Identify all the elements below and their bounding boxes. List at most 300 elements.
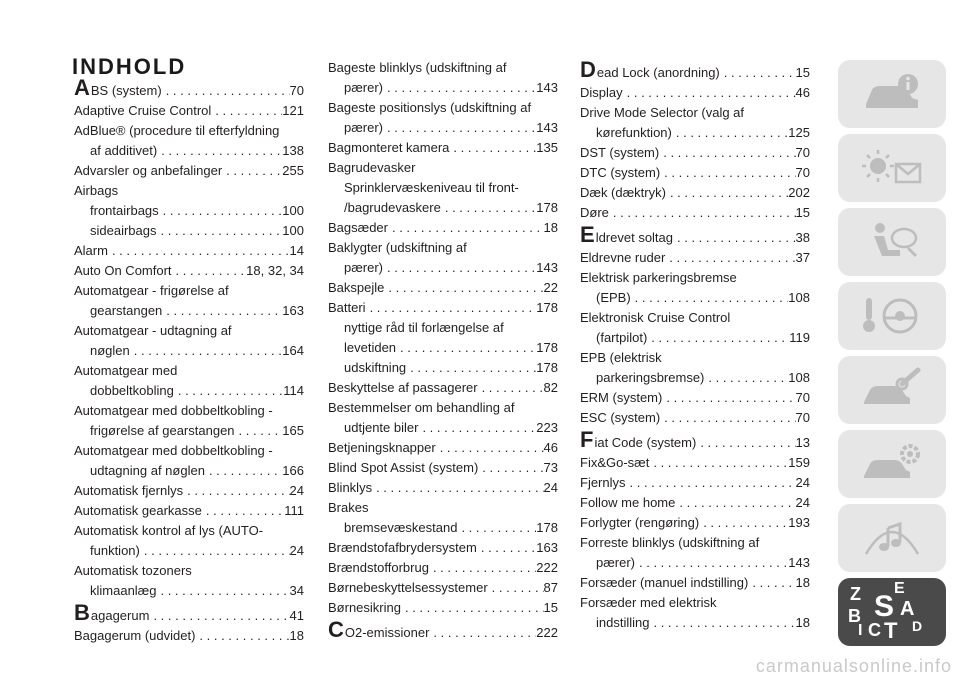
index-entry [580,268,810,308]
index-entry [74,401,304,441]
leader-dots [429,623,536,643]
index-letter: D [912,618,923,634]
index-entry [328,58,558,98]
tab-index[interactable] [838,578,946,646]
entry-label: Fjernlys [580,475,626,490]
entry-label: Brændstofafbrydersystem [328,540,477,555]
index-letter: A [900,598,915,620]
tab-safety[interactable] [838,208,946,276]
page-number: 178 [536,340,558,355]
index-entry [74,521,304,561]
leader-dots [623,83,796,103]
tab-warning-lights[interactable] [838,134,946,202]
warning-light-message-icon [860,144,924,192]
entry-label: Døre [580,205,609,220]
page-number: 163 [282,303,304,318]
leader-dots [666,183,788,203]
entry-label: Eldrevne ruder [580,250,666,265]
entry-label: levetiden [344,340,397,355]
entry-label: DTC (system) [580,165,661,180]
index-entry [580,222,810,248]
entry-label: funktion) [90,543,140,558]
tab-starting-driving[interactable] [838,282,946,350]
page-number: 100 [282,223,304,238]
index-letter: C [868,620,881,640]
index-entry [580,427,810,453]
page-number: 121 [282,103,304,118]
index-entry [580,183,810,203]
entry-label: Alarm [74,243,108,258]
index-entry [328,98,558,138]
leader-dots [672,123,788,143]
page-number: 255 [282,163,304,178]
index-entry [74,101,304,121]
page-number: 70 [795,390,810,405]
index-entry [74,281,304,321]
page-number: 18, 32, 34 [246,263,304,278]
leader-dots [649,453,788,473]
entry-label: af additivet) [90,143,158,158]
leader-dots [159,201,283,221]
leader-dots [383,78,536,98]
index-letter: Z [850,584,861,604]
page-number: 24 [543,480,558,495]
index-entry [74,600,304,626]
leader-dots [211,101,282,121]
leader-dots [383,258,536,278]
entry-label: Batteri [328,300,366,315]
page-number: 135 [536,140,558,155]
entry-label: Bagagerum (udvidet) [74,628,196,643]
index-entry [328,518,558,538]
car-info-icon [860,70,924,118]
index-column-1 [74,76,304,646]
entry-label: Brakes [328,500,369,515]
index-entry [328,278,558,298]
leader-dots [436,438,544,458]
entry-label: Automatisk gearkasse [74,503,202,518]
leader-dots [157,141,282,161]
page-number: 202 [788,185,810,200]
index-entry [328,438,558,458]
entry-label: Adaptive Cruise Control [74,103,212,118]
page-number: 24 [795,475,810,490]
entry-label: Display [580,85,623,100]
leader-dots [195,626,289,646]
index-letter: S [874,590,895,623]
index-entry [328,378,558,398]
tab-car-info[interactable] [838,60,946,128]
leader-dots [457,518,536,538]
entry-label: Automatgear med dobbeltkobling - [74,403,273,418]
leader-dots [488,578,544,598]
index-entry [328,178,558,218]
index-entry [580,573,810,593]
entry-label: Dæk (dæktryk) [580,185,666,200]
entry-label: (EPB) [596,290,631,305]
key-steering-wheel-icon [860,292,924,340]
page-number: 178 [536,360,558,375]
leader-dots [235,421,283,441]
leader-dots [418,418,536,438]
leader-dots [449,138,536,158]
leader-dots [699,513,788,533]
page-number: 178 [536,520,558,535]
leader-dots [157,221,283,241]
index-entry [74,561,304,601]
wrench-car-icon [860,366,924,414]
page-number: 125 [788,125,810,140]
entry-label: nøglen [90,343,130,358]
page-number: 15 [795,205,810,220]
page-number: 41 [289,608,304,623]
leader-dots [478,378,544,398]
index-letter: I [858,622,863,639]
leader-dots [388,218,544,238]
index-entry [580,513,810,533]
tab-maintenance[interactable] [838,430,946,498]
page-number: 15 [543,600,558,615]
index-entry [74,626,304,646]
index-entry [74,501,304,521]
leader-dots [696,433,795,453]
index-column-3 [580,58,810,633]
entry-label: Follow me home [580,495,676,510]
page-number: 159 [788,455,810,470]
entry-label: kørefunktion) [596,125,672,140]
leader-dots [401,598,544,618]
entry-label: Forlygter (rengøring) [580,515,700,530]
entry-label: Fix&Go-sæt [580,455,650,470]
entry-label: Bagsæder [328,220,388,235]
leader-dots [162,301,282,321]
page-number: 70 [795,145,810,160]
entry-label: bremsevæskestand [344,520,458,535]
index-entry [74,75,304,101]
leader-dots [174,381,283,401]
index-entry [580,57,810,83]
page-number: 24 [795,495,810,510]
entry-label: ESC (system) [580,410,661,425]
page-number: 14 [289,243,304,258]
index-entry [580,473,810,493]
index-entry [328,138,558,158]
page-number: 38 [795,230,810,245]
entry-label: Brændstofforbrug [328,560,429,575]
page-number: 178 [536,300,558,315]
entry-label: pærer) [344,120,384,135]
page-number: 119 [789,330,810,345]
page-number: 34 [289,583,304,598]
entry-label: BS (system) [90,83,162,98]
entry-label: Børnebeskyttelsessystemer [328,580,488,595]
leader-dots [205,461,282,481]
page-number: 46 [795,85,810,100]
index-entry [328,298,558,318]
index-entry [74,241,304,261]
entry-label: Automatgear med dobbeltkobling - [74,443,273,458]
chapter-tabs [838,60,946,652]
page-number: 87 [543,580,558,595]
entry-label: Betjeningsknapper [328,440,436,455]
leader-dots [660,163,795,183]
index-entry [74,361,304,401]
entry-label: Beskyttelse af passagerer [328,380,478,395]
page-number: 24 [289,483,304,498]
section-letter: E [580,222,595,247]
index-entry [74,481,304,501]
index-column-2 [328,58,558,643]
index-entry [580,348,810,388]
index-letter: B [848,606,861,626]
entry-label: Blinklys [328,480,373,495]
leader-dots [626,473,796,493]
index-entry [328,538,558,558]
entry-label: Auto On Comfort [74,263,172,278]
leader-dots [162,81,290,101]
entry-label: Bageste positionslys (udskiftning af [328,100,532,115]
index-entry [580,408,810,428]
entry-label: Baklygter (udskiftning af [328,240,467,255]
page-number: 18 [289,628,304,643]
page-number: 108 [788,290,810,305]
index-entry [328,218,558,238]
page-number: 111 [284,503,304,518]
leader-dots [649,613,795,633]
entry-label: Forsæder med elektrisk [580,595,717,610]
index-entry [580,388,810,408]
leader-dots [647,328,789,348]
leader-dots [156,581,289,601]
leader-dots [477,538,536,558]
entry-label: Børnesikring [328,600,401,615]
page-number: 223 [536,420,558,435]
leader-dots [704,368,788,388]
entry-label: sideairbags [90,223,157,238]
leader-dots [441,198,536,218]
entry-label: O2-emissioner [344,625,430,640]
page-number: 222 [536,625,558,640]
section-letter: F [580,427,594,452]
entry-label: Advarsler og anbefalinger [74,163,223,178]
leader-dots [406,358,536,378]
entry-label: Sprinklervæskeniveau til front- [344,180,519,195]
leader-dots [366,298,537,318]
entry-label: ERM (system) [580,390,663,405]
entry-label: Bestemmelser om behandling af [328,400,515,415]
page-number: 100 [282,203,304,218]
section-letter: C [328,617,344,642]
page-number: 114 [283,383,304,398]
page-number: 18 [795,615,810,630]
page-number: 164 [282,343,304,358]
entry-label: Automatisk tozoners [74,563,192,578]
leader-dots [635,553,788,573]
page-number: 108 [788,370,810,385]
page-number: 18 [795,575,810,590]
entry-label: udtagning af nøglen [90,463,205,478]
tab-emergency[interactable] [838,356,946,424]
index-entry [328,358,558,378]
entry-label: pærer) [596,555,636,570]
tab-multimedia[interactable] [838,504,946,572]
page-title: INDHOLD [72,54,187,79]
entry-label: Blind Spot Assist (system) [328,460,479,475]
page-number: 24 [289,543,304,558]
leader-dots [429,558,536,578]
index-entry [328,238,558,278]
index-letter: T [884,618,898,643]
entry-label: frigørelse af gearstangen [90,423,235,438]
entry-label: dobbeltkobling [90,383,174,398]
entry-label: agagerum [90,608,150,623]
entry-label: EPB (elektrisk [580,350,662,365]
leader-dots [202,501,284,521]
entry-label: Drive Mode Selector (valg af [580,105,745,120]
entry-label: /bagrudevaskere [344,200,441,215]
entry-label: klimaanlæg [90,583,157,598]
leader-dots [384,278,543,298]
index-entry [74,261,304,281]
page-number: 15 [795,65,810,80]
index-entry [328,158,558,178]
entry-label: AdBlue® (procedure til efterfyldning [74,123,280,138]
seat-airbag-icon [860,218,924,266]
page-number: 222 [536,560,558,575]
index-entry [580,248,810,268]
leader-dots [172,261,247,281]
page-number: 138 [282,143,304,158]
page-number: 73 [543,460,558,475]
page-number: 70 [289,83,304,98]
leader-dots [108,241,290,261]
index-entry [580,593,810,633]
index-entry [580,103,810,143]
entry-label: udskiftning [344,360,407,375]
leader-dots [130,341,283,361]
leader-dots [222,161,282,181]
index-entry [580,493,810,513]
index-entry [580,83,810,103]
page-number: 165 [282,423,304,438]
index-entry [74,161,304,181]
index-entry [580,203,810,223]
entry-label: gearstangen [90,303,163,318]
index-entry [328,398,558,438]
leader-dots [140,541,290,561]
entry-label: Forsæder (manuel indstilling) [580,575,749,590]
page-number: 70 [795,165,810,180]
music-phone-icon [860,514,924,562]
index-entry [74,201,304,221]
leader-dots [659,143,795,163]
page-number: 143 [536,120,558,135]
index-entry [328,478,558,498]
index-entry [580,533,810,573]
page-number: 18 [543,220,558,235]
entry-label: iat Code (system) [594,435,697,450]
page-number: 13 [795,435,810,450]
leader-dots [631,288,789,308]
page-number: 143 [788,555,810,570]
entry-label: (fartpilot) [596,330,648,345]
entry-label: Automatisk fjernlys [74,483,184,498]
index-entry [328,458,558,478]
leader-dots [675,493,795,513]
page-number: 46 [543,440,558,455]
entry-label: Forreste blinklys (udskiftning af [580,535,760,550]
page-number: 143 [536,260,558,275]
leader-dots [673,228,796,248]
entry-label: indstilling [596,615,650,630]
section-letter: B [74,600,90,625]
leader-dots [478,458,543,478]
leader-dots [660,408,795,428]
page-number: 82 [543,380,558,395]
entry-label: nyttige råd til forlængelse af [344,320,504,335]
index-entry [580,143,810,163]
page-number: 163 [536,540,558,555]
entry-label: Airbags [74,183,119,198]
leader-dots [662,388,795,408]
leader-dots [748,573,795,593]
entry-label: pærer) [344,260,384,275]
entry-label: Bagmonteret kamera [328,140,450,155]
index-entry [580,453,810,473]
page-number: 70 [795,410,810,425]
page-number: 166 [282,463,304,478]
index-entry [328,617,558,643]
index-letter: E [894,580,905,597]
index-entry [74,181,304,201]
leader-dots [183,481,289,501]
entry-label: udtjente biler [344,420,419,435]
section-letter: A [74,75,90,100]
entry-label: Automatgear - frigørelse af [74,283,229,298]
entry-label: Bageste blinklys (udskiftning af [328,60,507,75]
leader-dots [149,606,289,626]
entry-label: Elektrisk parkeringsbremse [580,270,737,285]
entry-label: ead Lock (anordning) [596,65,720,80]
index-entry [580,308,810,348]
watermark: carmanualsonline.info [755,656,952,676]
alphabetical-index-icon [844,582,940,642]
index-entry [328,318,558,358]
entry-label: frontairbags [90,203,159,218]
entry-label: parkeringsbremse) [596,370,705,385]
entry-label: DST (system) [580,145,660,160]
leader-dots [609,203,796,223]
entry-label: Automatgear med [74,363,178,378]
index-entry [580,163,810,183]
entry-label: Bagrudevasker [328,160,416,175]
entry-label: Automatgear - udtagning af [74,323,232,338]
page-number: 37 [795,250,810,265]
index-entry [74,321,304,361]
leader-dots [383,118,536,138]
entry-label: ldrevet soltag [595,230,674,245]
index-entry [328,498,558,518]
page-number: 193 [788,515,810,530]
index-entry [74,441,304,481]
page-number: 22 [543,280,558,295]
index-entry [328,598,558,618]
entry-label: Bakspejle [328,280,385,295]
section-letter: D [580,57,596,82]
leader-dots [665,248,795,268]
leader-dots [396,338,536,358]
index-entry [74,221,304,241]
